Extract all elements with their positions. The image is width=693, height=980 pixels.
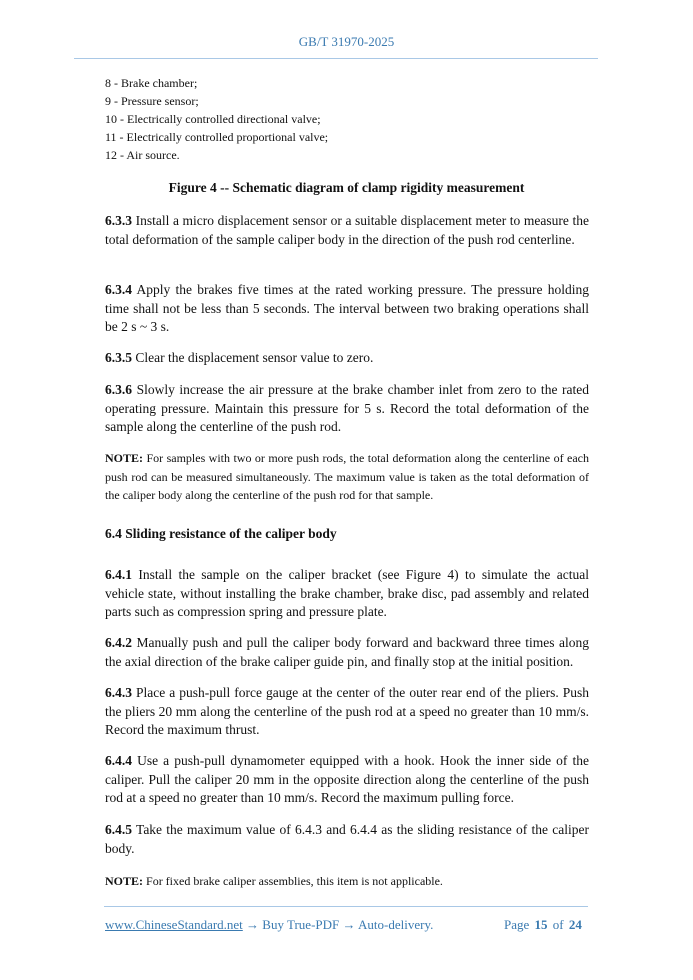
clause-text: Install the sample on the caliper bracket (see Figure 4) to simulate the actual vehicle state, without installing the brake chamber, brake disc, pad assembly and related parts such as compression spring and pressure plate. <box>105 567 589 619</box>
clause-text: Take the maximum value of 6.4.3 and 6.4.4 as the sliding resistance of the caliper body. <box>105 822 589 856</box>
clause-text: Place a push-pull force gauge at the center of the outer rear end of the pliers. Push the pliers 20 mm along the centerline of the push rod at a speed no greater than 10 mm/s. Record the maximum thrust. <box>105 685 589 737</box>
page-total: 24 <box>568 917 582 932</box>
clause-text: Use a push-pull dynamometer equipped with a hook. Hook the inner side of the caliper. Pull the caliper 20 mm in the opposite direction along the centerline of the push rod at a speed no greater than 10 mm/s. Record the maximum pulling force. <box>105 753 589 805</box>
clause-number: 6.4.5 <box>105 822 132 837</box>
clause-6-4-3 <box>105 684 589 740</box>
clause-text: Manually push and pull the caliper body forward and backward three times along the axial direction of the brake caliper guide pin, and finally stop at the initial position. <box>105 635 589 669</box>
legend-item: 8 - Brake chamber; <box>105 76 198 90</box>
note-label: NOTE: <box>105 874 144 888</box>
clause-6-4-4 <box>105 752 589 808</box>
legend-item: 12 - Air source. <box>105 148 180 162</box>
legend-item: 10 - Electrically controlled directional valve; <box>105 112 321 126</box>
note-text: For samples with two or more push rods, the total deformation along the centerline of each push rod can be measured simultaneously. The maximum value is taken as the total deformation of the caliper body along the centerline of the push rod for that sample. <box>105 451 589 502</box>
note-fixed-caliper <box>105 872 589 891</box>
clause-number: 6.3.4 <box>105 282 132 297</box>
clause-6-4-1 <box>105 566 589 622</box>
clause-number: 6.3.6 <box>105 382 132 397</box>
legend-item: 11 - Electrically controlled proportional valve; <box>105 130 329 144</box>
chinesestandard-link[interactable]: www.ChineseStandard.net <box>105 917 243 932</box>
clause-number: 6.3.5 <box>105 350 132 365</box>
document-header-title: GB/T 31970-2025 <box>298 34 395 49</box>
clause-number: 6.4.1 <box>105 567 132 582</box>
header-divider <box>74 58 598 59</box>
clause-6-3-5 <box>105 349 589 368</box>
note-push-rods <box>105 449 589 505</box>
figure-legend <box>105 74 589 164</box>
clause-text: Clear the displacement sensor value to zero. <box>132 350 374 365</box>
footer-promo <box>105 917 433 933</box>
legend-item: 9 - Pressure sensor; <box>105 94 199 108</box>
page-indicator <box>504 917 582 933</box>
clause-number: 6.4.3 <box>105 685 132 700</box>
page-of-label: of <box>552 917 564 932</box>
clause-text: Install a micro displacement sensor or a suitable displacement meter to measure the total deformation of the sample caliper body in the direction of the push rod centerline. <box>105 213 589 247</box>
clause-number: 6.4.4 <box>105 753 132 768</box>
clause-6-3-3 <box>105 212 589 249</box>
clause-6-3-6 <box>105 381 589 437</box>
clause-text: Slowly increase the air pressure at the brake chamber inlet from zero to the rated operating pressure. Maintain this pressure for 5 s. Record the total deformation of the sample along the centerline of the push rod. <box>105 382 589 434</box>
clause-6-3-4 <box>105 281 589 337</box>
page-label: Page <box>504 917 530 932</box>
section-heading-6-4: 6.4 Sliding resistance of the caliper body <box>105 526 337 541</box>
footer-divider <box>104 906 588 907</box>
clause-text: Apply the brakes five times at the rated working pressure. The pressure holding time shall not be less than 5 seconds. The interval between two braking operations shall be 2 s ~ 3 s. <box>105 282 589 334</box>
clause-6-4-5 <box>105 821 589 858</box>
clause-6-4-2 <box>105 634 589 671</box>
figure-caption: Figure 4 -- Schematic diagram of clamp rigidity measurement <box>168 180 525 195</box>
clause-number: 6.4.2 <box>105 635 132 650</box>
note-label: NOTE: <box>105 451 144 465</box>
clause-number: 6.3.3 <box>105 213 132 228</box>
footer-promo-text: → Buy True-PDF → Auto-delivery. <box>242 917 434 932</box>
page-current: 15 <box>534 917 548 932</box>
note-text: For fixed brake caliper assemblies, this item is not applicable. <box>143 874 443 888</box>
